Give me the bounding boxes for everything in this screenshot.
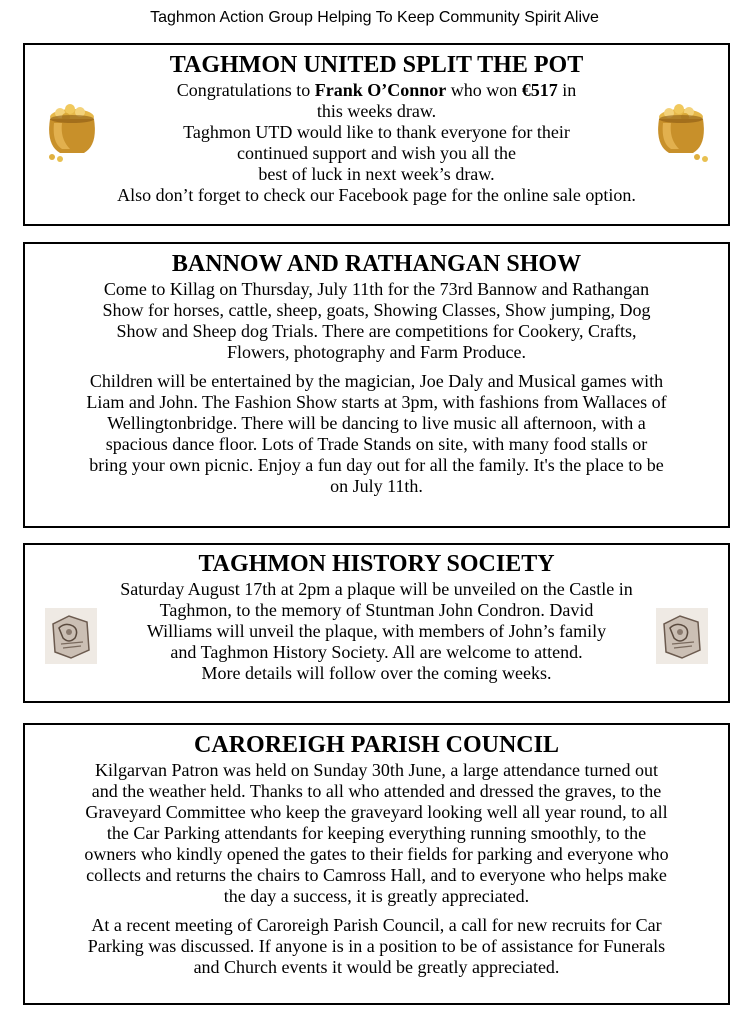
bannow-paragraph-1 [25, 279, 728, 363]
caroreigh-line: Graveyard Committee who keep the graveyard looking well all year round, to all [85, 802, 668, 822]
bannow-line: Flowers, photography and Farm Produce. [227, 342, 526, 362]
bannow-line: Wellingtonbridge. There will be dancing to live music all afternoon, with a [107, 413, 646, 433]
bannow-show-section [23, 242, 730, 528]
split-pot-line-1: Congratulations to Frank O’Connor who won €517 in [176, 80, 577, 100]
split-pot-line: Taghmon UTD would like to thank everyone for their [183, 122, 570, 142]
pot-of-gold-icon [649, 95, 713, 165]
plaque-sketch-icon [45, 608, 97, 664]
caroreigh-paragraph-1 [25, 760, 728, 907]
split-pot-line: continued support and wish you all the [237, 143, 516, 163]
split-pot-text [25, 80, 728, 206]
bannow-line: Liam and John. The Fashion Show starts at 3pm, with fashions from Wallaces of [86, 392, 667, 412]
history-society-section [23, 543, 730, 703]
bannow-line: bring your own picnic. Enjoy a fun day out for all the family. It's the place to be [89, 455, 664, 475]
history-line: More details will follow over the coming weeks. [201, 663, 552, 683]
history-line: and Taghmon History Society. All are welcome to attend. [170, 642, 583, 662]
bannow-line: on July 11th. [330, 476, 423, 496]
caroreigh-line: collects and returns the chairs to Camross Hall, and to everyone who helps make [86, 865, 667, 885]
caroreigh-line: the day a success, it is greatly appreciated. [223, 886, 530, 906]
pot-of-gold-icon [40, 95, 104, 165]
split-pot-line: Also don’t forget to check our Facebook page for the online sale option. [117, 185, 636, 205]
caroreigh-line: and Church events it would be greatly appreciated. [193, 957, 560, 977]
history-line: Saturday August 17th at 2pm a plaque will be unveiled on the Castle in [120, 579, 633, 599]
page-header: Taghmon Action Group Helping To Keep Community Spirit Alive [150, 9, 599, 26]
bannow-line: Show for horses, cattle, sheep, goats, Showing Classes, Show jumping, Dog [102, 300, 651, 320]
caroreigh-council-section [23, 723, 730, 1005]
history-title: TAGHMON HISTORY SOCIETY [198, 551, 555, 577]
split-pot-section [23, 43, 730, 226]
caroreigh-line: owners who kindly opened the gates to their fields for parking and everyone who [84, 844, 669, 864]
winner-name: Frank O’Connor [314, 80, 447, 100]
caroreigh-line: Parking was discussed. If anyone is in a position to be of assistance for Funerals [87, 936, 666, 956]
history-text [25, 579, 728, 684]
prize-amount: €517 [521, 80, 558, 100]
caroreigh-line: Kilgarvan Patron was held on Sunday 30th June, a large attendance turned out [94, 760, 659, 780]
history-line: Williams will unveil the plaque, with members of John’s family [146, 621, 607, 641]
split-pot-line: best of luck in next week’s draw. [258, 164, 495, 184]
caroreigh-line: the Car Parking attendants for keeping everything running smoothly, to the [106, 823, 647, 843]
bannow-paragraph-2 [25, 371, 728, 497]
bannow-line: Children will be entertained by the magician, Joe Daly and Musical games with [89, 371, 664, 391]
caroreigh-line: and the weather held. Thanks to all who attended and dressed the graves, to the [91, 781, 662, 801]
bannow-line: spacious dance floor. Lots of Trade Stands on site, with many food stalls or [105, 434, 648, 454]
caroreigh-title: CAROREIGH PARISH COUNCIL [194, 732, 559, 758]
split-pot-title: TAGHMON UNITED SPLIT THE POT [169, 52, 584, 78]
bannow-title: BANNOW AND RATHANGAN SHOW [171, 251, 582, 277]
bannow-line: Come to Killag on Thursday, July 11th for the 73rd Bannow and Rathangan [103, 279, 650, 299]
split-pot-line: this weeks draw. [316, 101, 437, 121]
plaque-sketch-icon [656, 608, 708, 664]
caroreigh-line: At a recent meeting of Caroreigh Parish Council, a call for new recruits for Car [91, 915, 662, 935]
history-line: Taghmon, to the memory of Stuntman John Condron. David [159, 600, 594, 620]
caroreigh-paragraph-2 [25, 915, 728, 978]
bannow-line: Show and Sheep dog Trials. There are competitions for Cookery, Crafts, [116, 321, 637, 341]
